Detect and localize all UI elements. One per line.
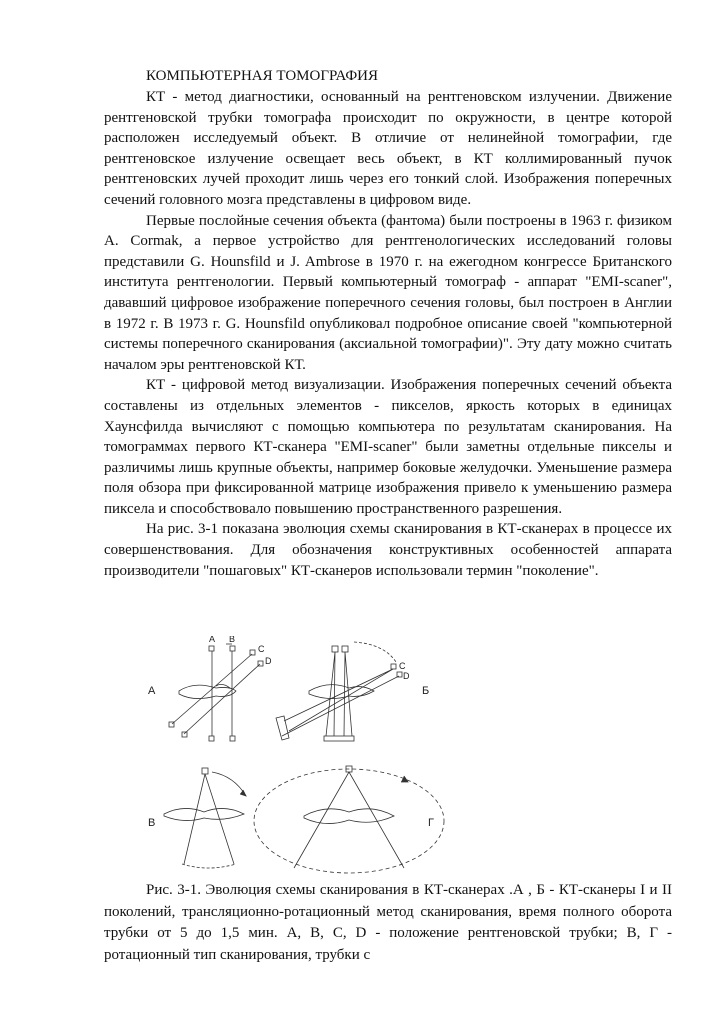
position-label-d: D (265, 656, 272, 666)
head-phantom (309, 685, 374, 699)
xray-tube (342, 646, 348, 652)
figure-caption (104, 880, 672, 966)
xray-tube (332, 646, 338, 652)
page-title: КОМПЬЮТЕРНАЯ ТОМОГРАФИЯ (146, 68, 379, 84)
scanning-evolution-figure (104, 636, 672, 876)
head-phantom (164, 808, 244, 820)
position-label-a: A (209, 636, 216, 644)
head-phantom (304, 809, 394, 824)
rotation-path (254, 769, 444, 873)
xray-tube (250, 650, 255, 655)
detector-array (324, 736, 354, 741)
xray-tube (209, 646, 214, 651)
paragraph-2: Первые послойные сечения объекта (фантома) были построены в 1963 г. физиком A. Cormak, а первое устройство для рентгенологических исследований головы представили G. Hounsfild и J. Ambrose в 1970 г. на ежегодном конгрессе Британского института рентгенологии. Первый компьютерный томограф - аппарат "EMI-scaner", дававший цифровое изображение поперечного сечения головы, был построен в Англии в 1972 г. В 1973 г. G. Hounsfild опубликовал подробное описание своей "компьютерной системы поперечного сканирования (аксиальной томографии)". Эту дату можно считать началом эры рентгеновской КТ. (104, 212, 672, 373)
paragraph-1: КТ - метод диагностики, основанный на рентгеновском излучении. Движение рентгеновской трубки томографа происходит по окружности, в центре которой расположен исследуемый объект. В отличие от нелинейной томографии, где рентгеновское излучение освещает весь объект, в КТ коллимированный пучок рентгеновских лучей проходит лишь через его тонкий слой. Изображения поперечных сечений головного мозга представлены в цифровом виде. (104, 89, 672, 208)
panel-label-a: А (148, 685, 156, 697)
panel-label-b: Б (422, 685, 430, 697)
detector (230, 736, 235, 741)
figure-panel-v (164, 768, 246, 868)
xray-tube (202, 768, 208, 774)
figure-panel-a (169, 644, 263, 741)
position-label-b: B (229, 636, 236, 644)
document-body (104, 66, 672, 581)
head-phantom (179, 685, 236, 698)
panel-label-g: Г (428, 817, 434, 829)
figure-panel-g (254, 766, 444, 873)
xray-tube (230, 646, 235, 651)
paragraph-3: КТ - цифровой метод визуализации. Изображения поперечных сечений объекта составлены из отдельных элементов - пикселов, яркость которых в единицах Хаунсфилда вычисляют с помощью компьютера по результатам сканирования. На томограммах первого КТ-сканера "EMI-scaner" были заметны отдельные пикселы и различимы лишь крупные объекты, например боковые желудочки. Уменьшение размера поля обзора при фиксированной матрице изображения привело к уменьшению размера пиксела и способствовало повышению пространственного разрешения. (104, 377, 672, 517)
caption-text: Рис. 3-1. Эволюция схемы сканирования в КТ-сканерах .А , Б - КТ-сканеры I и II поколений, трансляционно-ротационный метод сканирования, время полного оборота трубки от 5 до 1,5 мин. A, B, C, D - положение рентгеновской трубки; В, Г - ротационный тип сканирования, трубки с (104, 882, 672, 963)
position-label-c-b: C (399, 661, 406, 671)
position-label-d-b: D (403, 671, 410, 681)
xray-tube (391, 664, 396, 669)
position-label-c: C (258, 644, 265, 654)
figure-panel-b (276, 642, 402, 741)
detector (209, 736, 214, 741)
detector (182, 732, 187, 737)
panel-label-v: В (148, 817, 156, 829)
paragraph-4: На рис. 3-1 показана эволюция схемы сканирования в КТ-сканерах в процессе их совершенствования. Для обозначения конструктивных особенностей аппарата производители "пошаговых" КТ-сканеров использовали термин "поколение". (104, 521, 672, 579)
